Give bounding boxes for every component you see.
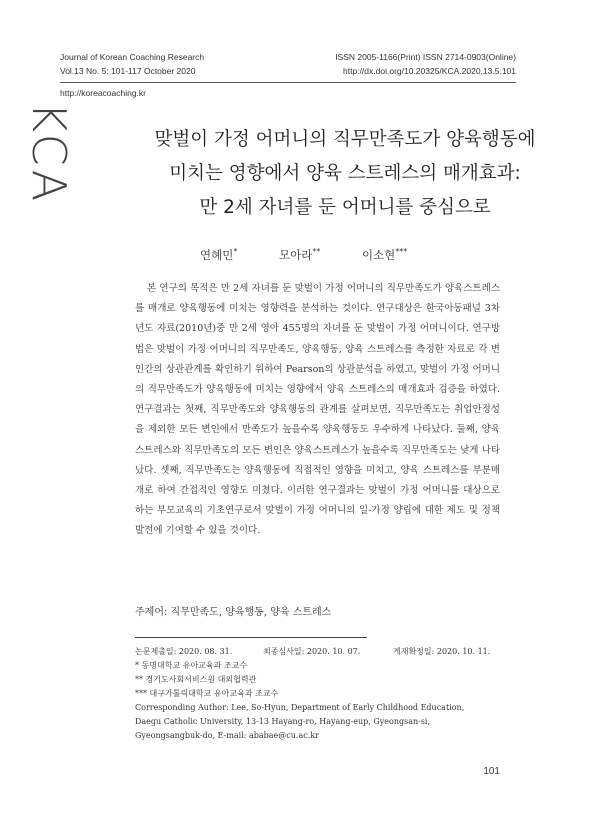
header-divider bbox=[60, 82, 516, 83]
authors bbox=[200, 247, 445, 263]
corresponding-author-3: Gyeongsangbuk-do, E-mail: ababae@cu.ac.kr bbox=[135, 731, 319, 740]
affiliation-1: * 동명대학교 유아교육과 조교수 bbox=[135, 661, 248, 670]
abstract-text: 본 연구의 목적은 만 2세 자녀를 둔 맞벌이 가정 어머니의 직무만족도가 양육스트레스를 매개로 양육행동에 미치는 영향력을 분석하는 것이다. 연구대상은 한국아동패널 3차년도 자료(2010년)중 만 2세 영아 455명의 자녀를 둔 맞벌이 가정 어머니이다. 연구방법은 맞벌이 가정 어머니의 직무만족도, 양육행동, 양육 스트레스를 측정한 자료로 각 변인간의 상관관계를 확인하기 위하여 Pearson의 상관분석을 하였고, 맞벌이 가정 어머니의 직무만족도가 양육행동에 미치는 영향에서 양육 스트레스의 매개효과 검증을 하였다. 연구결과는 첫째, 직무만족도와 양육행동의 관계를 살펴보면, 직무만족도는 취업안정성을 제외한 모든 변인에서 만족도가 높을수록 양육행동도 우수하게 나타났다. 둘째, 양육 스트레스와 직무만족도의 모든 변인은 양육스트레스가 높을수록 직무만족도는 낮게 나타났다. 셋째, 직무만족도는 양육행동에 직접적인 영향을 미치고, 양육 스트레스를 부분매개로 하여 간접적인 영향도 미쳤다. 이러한 연구결과는 맞벌이 가정 어머니를 대상으로 하는 부모교육의 기초연구로서 맞벌이 가정 어머니의 일-가정 양립에 대한 제도 및 정책 발전에 기여할 수 있을 것이다. bbox=[135, 283, 500, 537]
author-2: 모아라** bbox=[278, 247, 321, 262]
corresponding-author-1: Corresponding Author: Lee, So-Hyun, Department of Early Childhood Education, bbox=[135, 703, 465, 712]
submission-dates bbox=[135, 646, 515, 658]
title-line-3: 만 2세 자녀를 둔 어머니를 중심으로 bbox=[199, 197, 491, 218]
keywords-value: 직무만족도, 양육행동, 양육 스트레스 bbox=[170, 607, 332, 618]
kca-logo: KCA bbox=[22, 102, 76, 206]
affiliation-2: ** 경기도사회서비스원 대외협력관 bbox=[135, 675, 257, 684]
keywords bbox=[135, 603, 331, 618]
title-line-2: 미치는 영향에서 양육 스트레스의 매개효과: bbox=[169, 163, 521, 184]
accepted-date: 게재확정일: 2020. 10. 11. bbox=[393, 647, 491, 656]
author-3: 이소현*** bbox=[361, 247, 408, 262]
keywords-label: 주제어: bbox=[135, 607, 168, 618]
title-line-1: 맞벌이 가정 어머니의 직무만족도가 양육행동에 bbox=[154, 129, 536, 150]
received-date: 논문제출일: 2020. 08. 31. bbox=[135, 647, 233, 656]
author-1: 연혜민* bbox=[200, 247, 238, 262]
issn: ISSN 2005-1166(Print) ISSN 2714-0903(Online) bbox=[335, 52, 516, 62]
doi-link[interactable]: http://dx.doi.org/10.20325/KCA.2020.13.5.101 bbox=[343, 66, 516, 76]
journal-volume: Vol.13 No. 5: 101-117 October 2020 bbox=[60, 66, 196, 76]
affiliation-3: *** 대구가톨릭대학교 유아교육과 조교수 bbox=[135, 689, 279, 698]
corresponding-author-2: Daegu Catholic University, 13-13 Hayang-ro, Hayang-eup, Gyeongsan-si, bbox=[135, 717, 431, 726]
journal-url[interactable]: http://koreacoaching.kr bbox=[60, 88, 146, 98]
footnote-divider bbox=[135, 637, 367, 638]
journal-name: Journal of Korean Coaching Research bbox=[60, 52, 205, 62]
page-number: 101 bbox=[483, 766, 500, 777]
revised-date: 최종심사일: 2020. 10. 07. bbox=[263, 647, 361, 656]
